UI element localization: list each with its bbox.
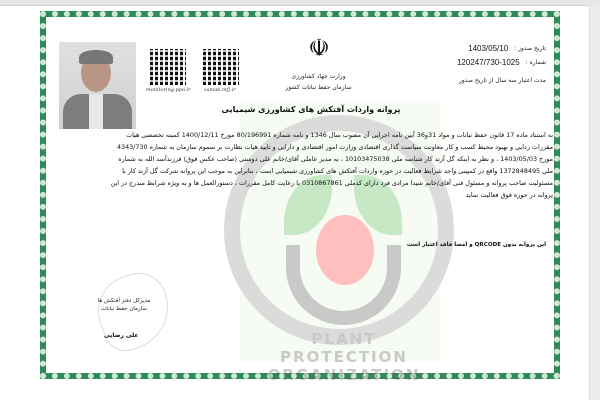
issuer-block — [266, 71, 371, 93]
holder-photo — [59, 42, 136, 129]
body-line: مقررات زدایی و بهبود محیط کسب و کار معاونت سیاست گذاری اقتصادی وزارت امور اقتصادی و دارایی و تایید هیات نظارت بر سموم سازمان به شماره 4343/730 — [116, 143, 553, 151]
plant-protection-watermark — [214, 45, 474, 384]
certificate-meta — [386, 41, 546, 87]
qr-code-icon — [150, 49, 186, 85]
validity-note: این پروانه بدون QRCODE و امضا فاقد اعتبار است — [406, 242, 546, 248]
issue-date: 1403/05/10 — [468, 43, 509, 53]
certificate-title: پروانه واردات آفتکش های کشاورزی شیمیایی — [221, 105, 401, 114]
qr-label: samak.mfj.ir — [204, 87, 236, 93]
body-line: مسئولیت صاحب پروانه و مسئول فنی آقای/خانم شیدا مرادی فرد دارای کدملی 0310867861 با رعایت کامل مقررات ، دستورالعمل ها و به ویژه شرایط مندرج در این — [110, 179, 553, 187]
signatory-title-line: مدیرکل دفتر آفتکش ها — [97, 298, 151, 304]
issue-date-label: تاریخ صدور : — [514, 44, 546, 52]
hands-icon — [286, 245, 401, 325]
body-line: پروانه در حوزه فوق فعالیت نماید — [465, 191, 553, 199]
number-label: شماره : — [525, 58, 546, 66]
organization-name: سازمان حفظ نباتات کشور — [285, 84, 352, 91]
ladybug-icon — [316, 215, 374, 285]
signatory-title-line: سازمان حفظ نباتات — [101, 306, 147, 312]
signatory-name: علی رضایی — [104, 332, 139, 339]
viewer-top-bar — [0, 0, 600, 6]
certificate-body — [58, 129, 553, 201]
body-line: به استناد ماده 17 قانون حفظ نباتات و مواد 31و36 آیین نامه اجرایی آن مصوب سال 1346 و نامه شماره 80/196991 مورخ 1400/12/11 کمیته تخصصی هیات — [126, 131, 553, 139]
certificate-page — [40, 11, 560, 384]
ministry-name: وزارت جهاد کشاورزی — [291, 73, 346, 80]
watermark-text: PLANT PROTECTION ORGANIZATION — [267, 330, 421, 384]
signatory-title — [84, 297, 164, 313]
vertical-scrollbar[interactable] — [589, 5, 600, 400]
body-line: مورخ 1403/05/03 ، و نظر به اینکه گل آزند کار شناسه ملی 10103475038 ، به مدیر عاملی آقای/خانم علی دوستی (صاحب عکس فوق) فرزندآسد الله به شماره — [118, 155, 553, 163]
body-line: ملی 1372848495 واقع در کمپینی واجد شرایط فعالیت در حوزه واردات آفتکش های کشاورزی شیمیایی است ، بنابراین به موجب این پروانه شرکت گل آزند کار با — [122, 167, 553, 175]
qr-code-icon — [203, 49, 239, 85]
national-emblem-icon: ☫ — [308, 34, 330, 62]
qr-label: monitoring.ppo.ir — [146, 87, 191, 93]
certificate-number: 120247/730-1025 — [456, 57, 520, 67]
validity-text: مدت اعتبار سه سال از تاریخ صدور — [458, 76, 546, 84]
